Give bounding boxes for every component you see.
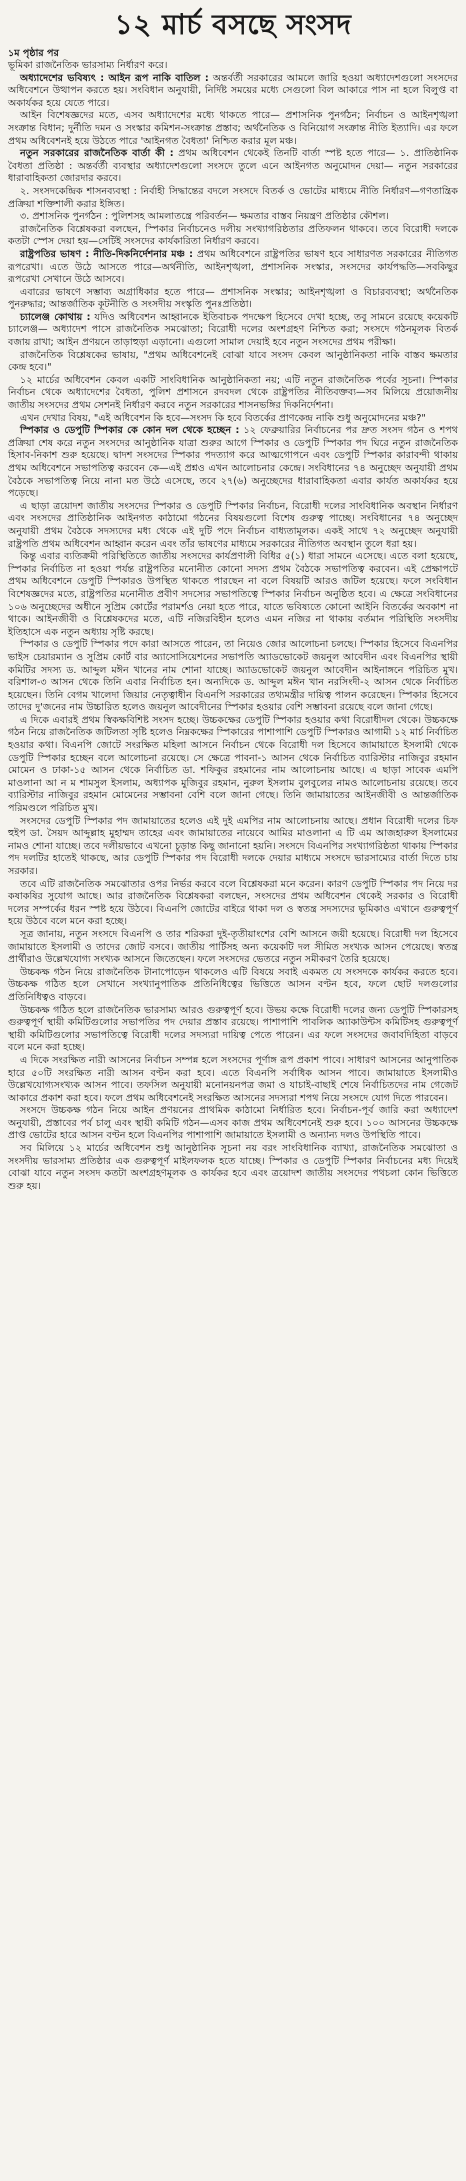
article-headline: ১২ মার্চ বসছে সংসদ: [114, 8, 352, 41]
paragraph-text: রাজনৈতিক বিশ্লেষকের ভাষায়, "প্রথম অধিবেশনেই বোঝা যাবে সংসদ কেবল আনুষ্ঠানিকতা নাকি বাস্তব ক্ষমতার কেন্দ্র হবে।": [8, 349, 458, 374]
continuation-kicker: ১ম পৃষ্ঠার পর: [8, 48, 59, 59]
article-paragraph: [8, 879, 458, 929]
article-paragraph: [8, 551, 458, 639]
paragraph-text: তবে এটি রাজনৈতিক সমঝোতার ওপর নির্ভর করবে বলে বিশ্লেষকরা মনে করেন। কারণ ডেপুটি স্পিকার পদ নিয়ে দর কষাকষির সুযোগ আছে। আর রাজনৈতিক বিশ্লেষকরা বলছেন, সংসদের প্রথম অধিবেশন থেকেই সরকার ও বিরোধী দলের সম্পর্কের ধরন স্পষ্ট হয়ে উঠবে। বিএনপি জোটের বাইরে থাকা দল ও স্বতন্ত্র সদস্যদের ভূমিকাও এখানে গুরুত্বপূর্ণ হয়ে উঠবে বলে মনে করা হচ্ছে।: [8, 878, 458, 928]
paragraph-text: ভূমিকা রাজনৈতিক ভারসাম্য নির্ধারণ করে।: [8, 60, 168, 71]
paragraph-text: সংসদের ডেপুটি স্পিকার পদ জামায়াতের হলেও এই দুই এমপির নাম আলোচনায় আছে। প্রধান বিরোধী দলের চিফ হুইপ ডা. সৈয়দ আব্দুল্লাহ মুহাম্মদ তাহের এবং জামায়াতের নায়েবে আমির মাওলানা এ টি এম আজহারুল ইসলামের নামও শোনা যাচ্ছে। তবে দলীয়ভাবে এখনো চূড়ান্ত কিছু জানানো হয়নি। সংসদে বিএনপির সংখ্যাগরিষ্ঠতা থাকায় স্পিকার পদ দলটির হাতেই থাকছে, আর ডেপুটি স্পিকার পদ বিরোধী দলকে দেয়ার মাধ্যমে সংসদে ভারসাম্যের বার্তা দিতে চায় সরকার।: [8, 815, 458, 877]
paragraph-subheading: স্পিকার ও ডেপুটি স্পিকার কে কোন দল থেকে হচ্ছেন :: [20, 425, 240, 437]
article-paragraph: [8, 1005, 458, 1055]
paragraph-subheading: চ্যালেঞ্জ কোথায় :: [20, 311, 91, 323]
paragraph-text: অন্তর্বর্তী সরকারের আমলে জারি হওয়া অধ্যাদেশগুলো সংসদের অধিবেশনে উত্থাপন করতে হয়। সংবিধান অনুযায়ী, নির্দিষ্ট সময়ের মধ্যে সেগুলো বিল আকারে পাস না হলে বিলুপ্ত বা অকার্যকর হয়ে যেতে পারে।: [8, 72, 459, 109]
article-paragraph: [8, 211, 458, 224]
paragraph-text: এখন দেখার বিষয়, "এই অধিবেশন কি হবে—সংসদ কি হবে বিতর্কের প্রাণকেন্দ্র নাকি শুধু অনুমোদনের মঞ্চ?": [20, 412, 426, 424]
paragraph-text: স্পিকার ও ডেপুটি স্পিকার পদে কারা আসতে পারেন, তা নিয়েও জোর আলোচনা চলছে। স্পিকার হিসেবে বিএনপির ভাইস চেয়ারম্যান ও সুপ্রিম কোর্ট বার অ্যাসোসিয়েশনের সভাপতি অ্যাডভোকেট জয়নুল আবেদীন এবং বিএনপির স্থায়ী কমিটির সদস্য ড. আব্দুল মঈন খানের নাম শোনা যাচ্ছে। অ্যাডভোকেট জয়নুল আবেদীন আইনাঙ্গনে পরিচিত মুখ। বরিশাল-৩ আসন থেকে তিনি এবার নির্বাচিত হন। অন্যদিকে ড. আব্দুল মঈন খান নরসিংদী-২ আসন থেকে নির্বাচিত হয়েছেন। তিনি বেগম খালেদা জিয়ার নেতৃত্বাধীন বিএনপি সরকারের তথ্যমন্ত্রীর দায়িত্ব পালন করেছেন। স্পিকার হিসেবে তাদের দু'জনের নাম উচ্চারিত হলেও জয়নুল আবেদীনের স্পিকার হওয়ার বেশি সম্ভাবনা রয়েছে বলে জানা গেছে।: [8, 639, 458, 714]
article-paragraph: [8, 350, 458, 375]
article-paragraph: [8, 375, 458, 413]
paragraph-text: ২. সংসদকেন্দ্রিক শাসনব্যবস্থা : নির্বাহী সিদ্ধান্তের বদলে সংসদে বিতর্ক ও ভোটের মাধ্যমে নীতি নির্ধারণ—গণতান্ত্রিক প্রক্রিয়া শক্তিশালী করার ইঙ্গিত।: [8, 185, 458, 210]
paragraph-text: এ দিকে সংরক্ষিত নারী আসনের নির্বাচন সম্পন্ন হলে সংসদের পূর্ণাঙ্গ রূপ প্রকাশ পাবে। সাধারণ আসনের আনুপাতিক হারে ৫০টি সংরক্ষিত নারী আসন বণ্টন করা হবে। এতে বিএনপি সর্বাধিক আসন পাবে। জামায়াতে ইসলামীও উল্লেখযোগ্যসংখ্যক আসন পাবে। তফসিল অনুযায়ী মনোনয়নপত্র জমা ও যাচাই-বাছাই শেষে নির্বাচিতদের নাম গেজেট আকারে প্রকাশ করা হবে। ফলে প্রথম অধিবেশনেই সংরক্ষিত আসনের সদস্যরা শপথ নিয়ে সংসদে যোগ দিতে পারবেন।: [8, 1054, 458, 1104]
paragraph-text: উচ্চকক্ষ গঠিত হলে রাজনৈতিক ভারসাম্য আরও গুরুত্বপূর্ণ হবে। উভয় কক্ষে বিরোধী দলের জন্য ডেপুটি স্পিকারসহ গুরুত্বপূর্ণ স্থায়ী কমিটিগুলোর সভাপতির পদ দেয়ার প্রস্তাব রয়েছে। পাশাপাশি পাবলিক অ্যাকাউন্টস কমিটিসহ গুরুত্বপূর্ণ স্থায়ী কমিটিগুলোর সভাপতিত্বে বিরোধী দলের সদস্যরা দায়িত্ব পেতে পারেন। এর ফলে সংসদের জবাবদিহিতা বাড়বে বলে মনে করা হচ্ছে।: [8, 1004, 458, 1054]
article-paragraph: [8, 148, 458, 186]
article-body: [8, 60, 458, 1193]
article-paragraph: [8, 501, 458, 551]
paragraph-text: এ ছাড়া ত্রয়োদশ জাতীয় সংসদের স্পিকার ও ডেপুটি স্পিকার নির্বাচন, বিরোধী দলের সাংবিধানিক অবস্থান নির্ধারণ এবং সংসদের প্রাতিষ্ঠানিক আইনগত কাঠামো গঠনের বিষয়গুলো বিশেষ গুরুত্ব পাচ্ছে। সংবিধানের ৭৪ অনুচ্ছেদ অনুযায়ী প্রথম বৈঠকে সদস্যদের মধ্য থেকে এই দুটি পদে নির্বাচন বাধ্যতামূলক। একই সাথে ৭২ অনুচ্ছেদ অনুযায়ী রাষ্ট্রপতি প্রথম অধিবেশন আহ্বান করেন এবং তাঁর ভাষণের মাধ্যমে সরকারের নীতিগত অবস্থান তুলে ধরা হয়।: [8, 500, 458, 550]
article-paragraph: [8, 1055, 458, 1105]
paragraph-text: এবারের ভাষণে সম্ভাব্য অগ্রাধিকার হতে পারে— প্রশাসনিক সংস্কার; আইনশৃঙ্খলা ও বিচারব্যবস্থা; অর্থনৈতিক পুনরুদ্ধার; আন্তর্জাতিক কূটনীতি ও সংসদীয় সংস্কৃতি পুনঃপ্রতিষ্ঠা।: [8, 286, 458, 311]
article-paragraph: [8, 249, 458, 287]
paragraph-text: রাজনৈতিক বিশ্লেষকরা বলছেন, স্পিকার নির্বাচনেও দলীয় সংখ্যাগরিষ্ঠতার প্রতিফলন থাকবে। তবে বিরোধী দলকে কতটা স্পেস দেয়া হয়—সেটিই সংসদের কার্যকারিতা নির্ধারণ করবে।: [8, 223, 458, 248]
paragraph-text: উচ্চকক্ষ গঠন নিয়ে রাজনৈতিক টানাপোড়েন থাকলেও এটি বিষয়ে সবাই একমত যে সংসদকে কার্যকর করতে হবে। উচ্চকক্ষ গঠিত হলে সেখানে সংখ্যানুপাতিক প্রতিনিধিত্বের ভিত্তিতে আসন বণ্টন হবে, ফলে ছোট দলগুলোর প্রতিনিধিত্বও বাড়বে।: [8, 966, 458, 1003]
article-paragraph: [8, 110, 458, 148]
article-paragraph: [8, 186, 458, 211]
article-paragraph: [8, 312, 458, 350]
paragraph-text: সূত্র জানায়, নতুন সংসদে বিএনপি ও তার শরিকরা দুই-তৃতীয়াংশের বেশি আসনে জয়ী হয়েছে। বিরোধী দল হিসেবে জামায়াতে ইসলামী ও তাদের জোট বসবে। জাতীয় পার্টিসহ অন্য কয়েকটি দল সীমিত সংখ্যক আসন পেয়েছে। স্বতন্ত্র প্রার্থীরাও উল্লেখযোগ্য সংখ্যক আসনে জিতেছেন। ফলে সংসদের ভেতরে নতুন সমীকরণ তৈরি হয়েছে।: [8, 928, 458, 966]
article-paragraph: [8, 967, 458, 1005]
paragraph-text: ১২ ফেব্রুয়ারির নির্বাচনের পর দ্রুত সংসদ গঠন ও শপথ প্রক্রিয়া শেষ করে নতুন সংসদের আনুষ্ঠানিক যাত্রা শুরুর আগে স্পিকার ও ডেপুটি স্পিকার পদ ঘিরে নতুন রাজনৈতিক হিসাব-নিকাশ শুরু হয়েছে। দ্বাদশ সংসদের স্পিকার পদত্যাগ করে আত্মগোপনে এবং ডেপুটি স্পিকার কারাবন্দী থাকায় প্রথম অধিবেশনে সভাপতিত্ব করবেন কে—এই প্রশ্নও এখন আলোচনার কেন্দ্রে। সংবিধানের ৭৪ অনুচ্ছেদ অনুযায়ী প্রথম বৈঠকে সভাপতিত্ব নিয়ে নানা মত উঠে এসেছে, তবে ২৭(৬) অনুচ্ছেদের ধারাবাহিকতা এবার কার্যত অকার্যকর হয়ে পড়েছে।: [8, 425, 458, 500]
paragraph-subheading: রাষ্ট্রপতির ভাষণ : নীতি-দিকনির্দেশনার মঞ্চ :: [20, 248, 194, 260]
article-paragraph: [8, 639, 458, 715]
paragraph-text: এ দিকে এবারই প্রথম স্বিকক্ষবিশিষ্ট সংসদ হচ্ছে। উচ্চকক্ষের ডেপুটি স্পিকার হওয়ার কথা বিরোধীদল থেকে। উচ্চকক্ষে গঠন নিয়ে রাজনৈতিক জটিলতা সৃষ্টি হলেও নিম্নকক্ষের স্পিকারের পাশাপাশি ডেপুটি স্পিকারও আগামী ১২ মার্চ নির্বাচিত হওয়ার কথা। বিএনপি জোটে সংরক্ষিত মহিলা আসনে নির্বাচন থেকে বিরোধী দল হিসেবে জামায়াতে ইসলামী থেকে ডেপুটি স্পিকার হচ্ছেন বলে আলোচনা রয়েছে। সে ক্ষেত্রে পাবনা-১ আসন থেকে নির্বাচিত ব্যারিস্টার নাজিবুর রহমান মোমেন ও ঢাকা-১৫ আসন থেকে নির্বাচিত ডা. শফিকুর রহমানের নাম আলোচনায় আছে। এ ছাড়া সাবেক এমপি মাওলানা আ ন ম শামসুল ইসলাম, অধ্যাপক মুজিবুর রহমান, নুরুল ইসলাম বুলবুলের নামও আলোচনায় রয়েছে। তবে ব্যারিস্টার নাজিবুর রহমান মোমেনের সম্ভাবনা বেশি বলে জানা গেছে। তিনি জামায়াতের আইনজীবী ও আন্তর্জাতিক পরিমণ্ডলে পরিচিত মুখ।: [8, 714, 458, 815]
article-paragraph: [8, 73, 458, 111]
article-paragraph: [8, 224, 458, 249]
paragraph-subheading: নতুন সরকারের রাজনৈতিক বার্তা কী :: [20, 148, 174, 160]
paragraph-text: ১২ মার্চের অধিবেশন কেবল একটি সাংবিধানিক আনুষ্ঠানিকতা নয়; এটি নতুন রাজনৈতিক পর্বের সূচনা। স্পিকার নির্বাচন থেকে অধ্যাদেশের বৈধতা, পুলিশ প্রশাসনে রদবদল থেকে রাষ্ট্রপতির নীতিবক্তব্য—সব মিলিয়ে প্রয়োজনীয় জাতীয় সংসদের প্রথম সেশনই নির্ধারণ করবে নতুন সরকারের শাসনভঙ্গির দিকনির্দেশনা।: [8, 374, 458, 412]
paragraph-text: প্রথম অধিবেশন থেকেই তিনটি বার্তা স্পষ্ট হতে পারে— ১. প্রাতিষ্ঠানিক বৈধতা প্রতিষ্ঠা : অন্তর্বর্তী ব্যবস্থার অধ্যাদেশগুলো সংসদে তুলে এনে আইনগত অনুমোদন দেয়া— নতুন সরকারের ধারাবাহিকতা জোরদার করবে।: [8, 148, 458, 185]
article-paragraph: [8, 1105, 458, 1143]
paragraph-text: সংসদে উচ্চকক্ষ গঠন নিয়ে আইন প্রণয়নের প্রাথমিক কাঠামো নির্ধারিত হবে। নির্বাচন-পূর্ব জারি করা অধ্যাদেশ অনুযায়ী, প্রস্তাবের পর্ব চালু এবং স্থায়ী কমিটি গঠন—এসব কাজ প্রথম অধিবেশনেই শুরু হবে। ১০০ আসনের উচ্চকক্ষে প্রাপ্ত ভোটের হারে আসন বণ্টন হলে বিএনপির পাশাপাশি জামায়াতে ইসলামী ও অন্যান্য দলও উপস্থিতি পাবে।: [8, 1105, 458, 1142]
article-paragraph: [8, 816, 458, 879]
paragraph-text: ৩. প্রশাসনিক পুনর্গঠন : পুলিশসহ আমলাতন্ত্রে পরিবর্তন— ক্ষমতার বাস্তব নিয়ন্ত্রণ প্রতিষ্ঠার কৌশল।: [20, 211, 389, 223]
paragraph-text: সব মিলিয়ে ১২ মার্চের অধিবেশন শুধু আনুষ্ঠানিক সূচনা নয় বরং সাংবিধানিক ব্যাখ্যা, রাজনৈতিক সমঝোতা ও সংসদীয় ভারসাম্য প্রতিষ্ঠার এক গুরুত্বপূর্ণ মাইলফলক হতে যাচ্ছে। স্পিকার ও ডেপুটি স্পিকার নির্বাচনের মধ্য দিয়েই বোঝা যাবে নতুন সংসদ কতটা অংশগ্রহণমূলক ও কার্যকর হবে এবং ত্রয়োদশ জাতীয় সংসদের পথচলা কোন ভিত্তিতে শুরু হয়।: [8, 1143, 458, 1192]
paragraph-text: কিন্তু এবার ব্যতিক্রমী পরিস্থিতিতে জাতীয় সংসদের কার্যপ্রণালী বিধির ৫(১) ধারা সামনে এসেছে। এতে বলা হয়েছে, স্পিকার নির্বাচিত না হওয়া পর্যন্ত রাষ্ট্রপতির মনোনীত কোনো সদস্য প্রথম বৈঠকে সভাপতিত্ব করবেন। এই প্রেক্ষাপটে প্রথম অধিবেশনে ডেপুটি স্পিকারও উপস্থিত থাকতে পারছেন না বলে বিষয়টি আরও জটিল হয়েছে। ফলে সংবিধান বিশেষজ্ঞদের মতে, রাষ্ট্রপতির মনোনীত প্রবীণ সদস্যের সভাপতিত্বে স্পিকার নির্বাচন অনুষ্ঠিত হবে। এ ক্ষেত্রে সংবিধানের ১০৬ অনুচ্ছেদের অধীনে সুপ্রিম কোর্টের পরামর্শও নেয়া হতে পারে, যাতে ভবিষ্যতে কোনো আইনি বিতর্কের অবকাশ না থাকে। আইনজীবী ও বিশ্লেষকদের মতে, এটি নজিরবিহীন হলেও এমন নজির না থাকায় বর্তমান পরিস্থিতি সংসদীয় ইতিহাসে এক নতুন অধ্যায় সৃষ্টি করছে।: [8, 551, 458, 638]
paragraph-text: প্রথম অধিবেশনে রাষ্ট্রপতির ভাষণ হবে সাধারণত সরকারের নীতিগত রূপরেখা। এতে উঠে আসতে পারে—অর্থনীতি, আইনশৃঙ্খলা, প্রশাসনিক সংস্কার, সংসদের কার্যপদ্ধতি—সবকিছুর রূপরেখা সেখানে উঠে আসবে।: [8, 248, 459, 286]
article-paragraph: [8, 425, 458, 501]
article-paragraph: [8, 287, 458, 312]
article-paragraph: [8, 929, 458, 967]
paragraph-text: যদিও অধিবেশন আহ্বানকে ইতিবাচক পদক্ষেপ হিসেবে দেখা হচ্ছে, তবু সামনে রয়েছে কয়েকটি চ্যালেঞ্জ— অধ্যাদেশ পাসে রাজনৈতিক সমঝোতা; বিরোধী দলের অংশগ্রহণ নিশ্চিত করা; সংসদে গঠনমূলক বিতর্ক বজায় রাখা; আইন প্রণয়নে তাড়াহুড়া এড়ানো। এগুলো সামাল দেয়াই হবে নতুন সংসদের প্রথম পরীক্ষা।: [8, 311, 458, 349]
paragraph-subheading: অধ্যাদেশের ভবিষ্যৎ : আইন রূপ নাকি বাতিল :: [20, 72, 209, 84]
article-paragraph: [8, 1143, 458, 1193]
article-paragraph: [8, 413, 458, 426]
paragraph-text: আইন বিশেষজ্ঞদের মতে, এসব অধ্যাদেশের মধ্যে থাকতে পারে— প্রশাসনিক পুনর্গঠন; নির্বাচন ও আইনশৃঙ্খলা সংক্রান্ত বিধান; দুর্নীতি দমন ও সংস্কার কমিশন-সংক্রান্ত প্রস্তাব; অর্থনৈতিক ও বিনিয়োগ সংক্রান্ত নীতি ইত্যাদি। এর ফলে প্রথম অধিবেশনই হয়ে উঠতে পারে 'আইনগত বৈধতা' নিশ্চিত করার মূল মঞ্চ।: [8, 110, 458, 147]
article-paragraph: [8, 60, 458, 73]
article-paragraph: [8, 715, 458, 816]
